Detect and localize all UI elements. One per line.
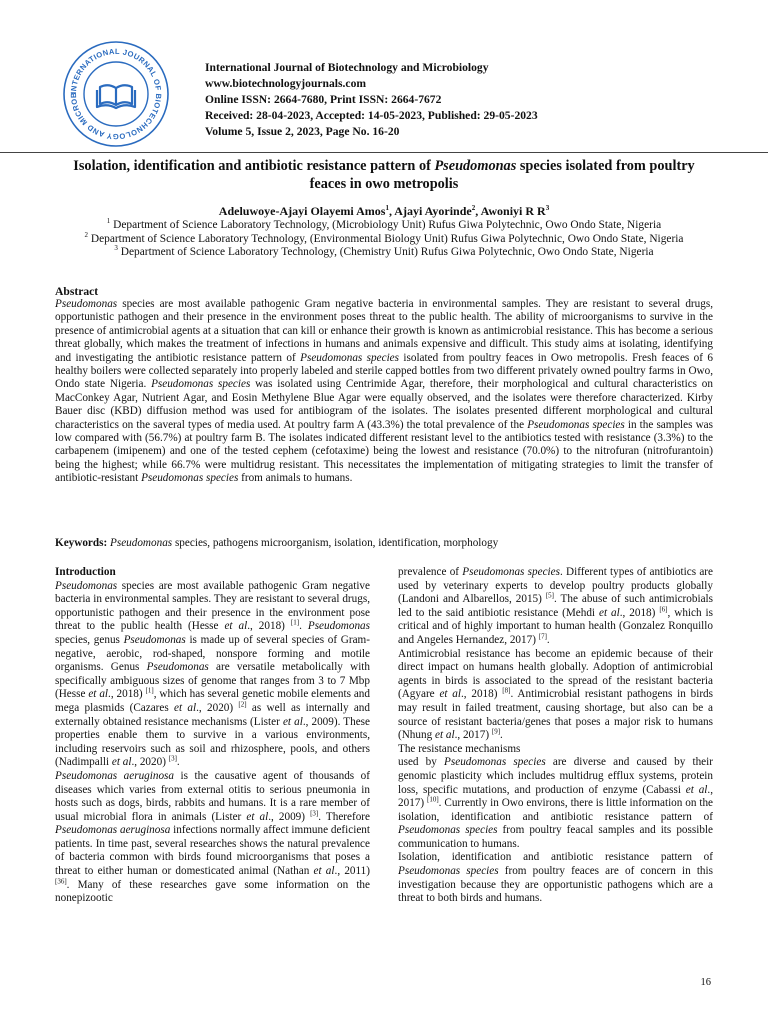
italic-text: et al	[282, 715, 303, 728]
citation-ref: [6]	[659, 605, 668, 614]
text-run: species, pathogens microorganism, isolation, identification, morphology	[172, 537, 499, 549]
text-run: are diverse and caused by their genomic plasticity which includes multidrug efflux systems, protein loss, specific mutations, and production of enzyme (Cabassi	[398, 756, 713, 796]
journal-header	[205, 60, 538, 140]
text-run: . Currently in Owo environs, there is little information on the isolation, identification and antibiotic resistance pattern of	[398, 797, 714, 823]
text-run: are versatile metabolically with specifically ambiguous sizes of genome that ranges from 3 to 7 Mbp (Hesse	[55, 661, 371, 701]
citation-ref: [7]	[538, 632, 547, 641]
italic-text: et al	[246, 810, 269, 823]
paragraph	[55, 580, 370, 770]
book-icon	[97, 85, 135, 108]
introduction-heading: Introduction	[55, 566, 116, 578]
author-name: Ajayi Ayorinde	[394, 204, 472, 218]
citation-ref: [1]	[290, 618, 300, 627]
left-column	[55, 566, 370, 906]
logo-ring-text: INTERNATIONAL JOURNAL OF BIOTECHNOLOGY AND MICROB	[68, 46, 164, 142]
citation-ref: [36]	[55, 876, 67, 885]
text-run: ., 2020)	[131, 756, 169, 769]
text-run: isolated from poultry feaces in Owo metropolis. Fresh feaces of 6 healthy boilers were collected separately into properly labeled and sterile capped bottles from two different privately owned poultry farms in Owo, Ondo state Nigeria.	[55, 351, 713, 391]
keywords-label: Keywords:	[55, 537, 108, 549]
text-run: Antimicrobial resistance has become an epidemic because of their direct impact on humans health globally. Adoption of antimicrobial agents in birds is associated to the spread of the resistant bacteria (Agyare	[398, 647, 713, 701]
journal-volume: Volume 5, Issue 2, 2023, Page No. 16-20	[205, 125, 400, 138]
text-run: in the samples was low compared with (56.7%) at poultry farm B. The isolates indicated different resistant level to the antibiotics tested with resistance (3.3%) to the carbapenem (imipenem) and one of the tested cephem (cefotaxime) being the lowest and resistance (70.0%) to the nitrofuran (nitrofurantoin) being the highest; while 66.7% were multidrug resistant. This necessitates the implementation of mitigating strategies to limit the transfer of antibiotic-resistant	[55, 418, 713, 485]
citation-ref: [8]	[502, 686, 511, 695]
affiliation-sup: 3	[114, 244, 118, 253]
citation-ref: [2]	[238, 700, 247, 709]
italic-text: et al	[434, 729, 455, 742]
title-italic: Pseudomonas	[434, 158, 517, 174]
title-part-2: species isolated from poultry feaces in owo metropolis	[309, 158, 695, 192]
citation-ref: [10]	[427, 795, 439, 804]
citation-ref: [1]	[145, 686, 154, 695]
italic-text: et al	[439, 688, 461, 701]
italic-text: et al	[685, 783, 708, 796]
text-run: is the causative agent of thousands of diseases which varies from external otitis to serious pneumonia in hosts such as dogs, birds, rabbits and humans. It is a rare member of usual microbial flora in animals (Lister	[55, 769, 370, 823]
italic-text: Pseudomonas	[55, 579, 118, 592]
author-name: Awoniyi R R	[480, 204, 546, 218]
affiliations	[60, 219, 708, 260]
text-run: .	[176, 756, 180, 769]
text-run: . The abuse of such antimicrobials led to the said antibiotic resistance (Mehdi	[398, 593, 713, 619]
text-run: as well as internally and externally obtained resistance mechanisms (Lister	[55, 701, 370, 728]
affiliation	[60, 246, 708, 260]
text-run: . Antimicrobial resistant pathogens in birds may result in failed treatment, causing shortage, but also can be a source of resistant bacteria/genes that poses a major risk to humans (Nhung	[398, 688, 713, 742]
abstract-heading: Abstract	[55, 285, 99, 298]
affiliation-text: Department of Science Laboratory Technology, (Microbiology Unit) Rufus Giwa Polytechnic, Owo Ondo State, Nigeria	[110, 219, 662, 231]
text-run: ., 2020)	[196, 701, 239, 714]
italic-text: Pseudomonas species	[151, 378, 251, 391]
text-run: , which is critical and of highly important to human health (Gonzalez Ronquillo and Angeles Hernandez, 2017)	[398, 606, 713, 646]
text-run: species are most available pathogenic Gram negative bacteria in environmental samples. They are resistant to several drugs, opportunistic pathogen and their presence in the environment poses threat to the public health. The ability of microorganisms to survive in the presence of antimicrobial agents at a situation that can kill or enhance their growth is known as antimicrobial resistance. This has become a serious threat globally, which makes the treatment of infections in humans and animals expensive and difficult. This study aims at isolating, identifying and investigating the antibiotic resistance pattern of	[55, 298, 713, 364]
header-divider	[0, 152, 768, 153]
journal-name: International Journal of Biotechnology and Microbiology	[205, 61, 489, 74]
text-run: species, genus	[55, 633, 124, 646]
author-separator: ,	[388, 204, 395, 218]
affiliation	[60, 219, 708, 233]
text-run: Isolation, identification and antibiotic resistance pattern of	[398, 851, 713, 864]
italic-text: Pseudomonas aeruginosa	[55, 769, 175, 782]
italic-text: Pseudomonas species	[398, 824, 498, 837]
italic-text: Pseudomonas species	[300, 351, 399, 364]
affiliation-text: Department of Science Laboratory Technology, (Environmental Biology Unit) Rufus Giwa Polytechnic, Owo Ondo State, Nigeria	[88, 232, 684, 245]
text-run: ., 2009)	[268, 810, 311, 823]
text-run: ., 2009). These properties enable them to survive in a various environments, including reservoirs such as soil and rhizosphere, pools, and others (Nadimpalli	[55, 715, 370, 769]
paragraph	[55, 770, 370, 906]
page-number: 16	[700, 977, 711, 988]
italic-text: Pseudomonas	[307, 620, 371, 633]
abstract-body	[55, 298, 713, 486]
journal-logo-emblem	[62, 40, 170, 148]
italic-text: Pseudomonas aeruginosa	[55, 824, 171, 837]
right-column	[398, 566, 713, 906]
affiliation-text: Department of Science Laboratory Technology, (Chemistry Unit) Rufus Giwa Polytechnic, Owo Ondo State, Nigeria	[117, 246, 654, 259]
text-run: , which has several genetic mobile elements and mega plasmids (Cazares	[55, 688, 370, 714]
text-run: . Therefore	[318, 810, 370, 823]
journal-dates: Received: 28-04-2023, Accepted: 14-05-2023, Published: 29-05-2023	[205, 109, 538, 122]
text-run: infections normally affect immune deficient patients. In time past, several researches shows the natural prevalence of bacteria common with birds found microorganisms that poses a threat to either human or domesticated animal (Nathan	[55, 824, 371, 878]
citation-ref: [3]	[168, 754, 177, 763]
italic-text: Pseudomonas species	[444, 756, 546, 769]
italic-text: Pseudomonas	[55, 298, 118, 310]
title-part-1: Isolation, identification and antibiotic resistance pattern of	[73, 158, 435, 174]
text-run: ., 2018)	[108, 688, 146, 701]
keywords	[55, 536, 713, 550]
text-run: used by	[398, 756, 445, 769]
text-run: ., 2017)	[398, 783, 713, 810]
text-run: is made up of several species of Gram-negative, aerobic, rod-shaped, nonspore forming and motile organisms. Genus	[55, 633, 370, 674]
author-sup: 2	[471, 204, 476, 212]
text-run: ., 2017)	[454, 729, 492, 742]
author-sup: 1	[385, 204, 389, 212]
text-run: species are most available pathogenic Gram negative bacteria in environmental samples. They are resistant to several drugs, opportunistic pathogen and their presence in the environment pose threat to the public health (Hesse	[55, 579, 370, 633]
author-name: Adeluwoye-Ajayi Olayemi Amos	[218, 204, 386, 218]
keywords-text	[107, 537, 498, 549]
affiliation	[60, 230, 708, 247]
text-run: ., 2011)	[334, 865, 370, 878]
text-run: .	[500, 729, 503, 742]
italic-text: et al	[224, 620, 248, 633]
citation-ref: [3]	[310, 808, 319, 817]
italic-text: Pseudomonas species	[462, 566, 560, 578]
citation-ref: [5]	[545, 591, 554, 600]
citation-ref: [9]	[491, 727, 501, 736]
text-run: was isolated using Centrimide Agar, therefore, their morphological and cultural characteristics on MacConkey Agar, Nutrient Agar, and Eosin Methylene Blue Agar were equally observed, and the isolates were therefore characterized. Kirby Bauer disc (KBD) diffusion method was used for antibiogram of the isolates. The isolates presented different morphological and cultural characteristics on the saveral types of media used. At poultry farm A (43.3%) the total prevalence of the	[55, 378, 713, 431]
italic-text: Pseudomonas	[110, 537, 173, 549]
paragraph	[398, 851, 713, 905]
text-run: ., 2018)	[619, 606, 660, 619]
journal-website[interactable]: www.biotechnologyjournals.com	[205, 77, 367, 90]
text-run: from animals to humans.	[238, 472, 353, 485]
italic-text: et al	[599, 606, 620, 619]
italic-text: et al	[111, 756, 132, 769]
paragraph	[398, 756, 713, 851]
paragraph	[398, 566, 713, 648]
text-run: The resistance mechanisms	[398, 742, 521, 755]
journal-issn: Online ISSN: 2664-7680, Print ISSN: 2664-7672	[205, 93, 442, 106]
italic-text: et al	[313, 865, 335, 878]
italic-text: Pseudomonas	[123, 633, 186, 646]
text-run: ., 2018)	[247, 620, 291, 633]
paragraph	[398, 743, 713, 757]
text-run: .	[546, 633, 550, 646]
text-run: from poultry feaces are of concern in this investigation because they are opportunistic pathogens which are a threat to both birds and humans.	[398, 865, 713, 905]
text-run: .	[299, 620, 308, 633]
italic-text: Pseudomonas species	[398, 865, 499, 878]
italic-text: Pseudomonas species	[527, 418, 625, 431]
author-separator: ,	[475, 204, 481, 218]
text-run: prevalence of	[398, 566, 463, 578]
author-sup: 3	[545, 204, 550, 212]
author-list	[60, 204, 708, 219]
italic-text: Pseudomonas species	[141, 472, 239, 485]
italic-text: Pseudomonas	[146, 661, 209, 674]
affiliation-sup: 2	[84, 230, 88, 239]
article-title	[60, 157, 708, 193]
affiliation-sup: 1	[106, 217, 111, 226]
text-run: . Many of these researches gave some information on the nonepizootic	[55, 878, 370, 905]
paragraph	[398, 648, 713, 743]
italic-text: et al	[174, 701, 197, 714]
journal-logo	[62, 40, 170, 148]
italic-text: et al	[88, 688, 109, 701]
text-run: . Different types of antibiotics are used by veterinary experts to develop poultry products globally (Landoni and Albarellos, 2015)	[398, 566, 713, 606]
text-run: ., 2018)	[461, 688, 503, 701]
text-run: from poultry feacal samples and its possible communication to humans.	[398, 824, 713, 850]
